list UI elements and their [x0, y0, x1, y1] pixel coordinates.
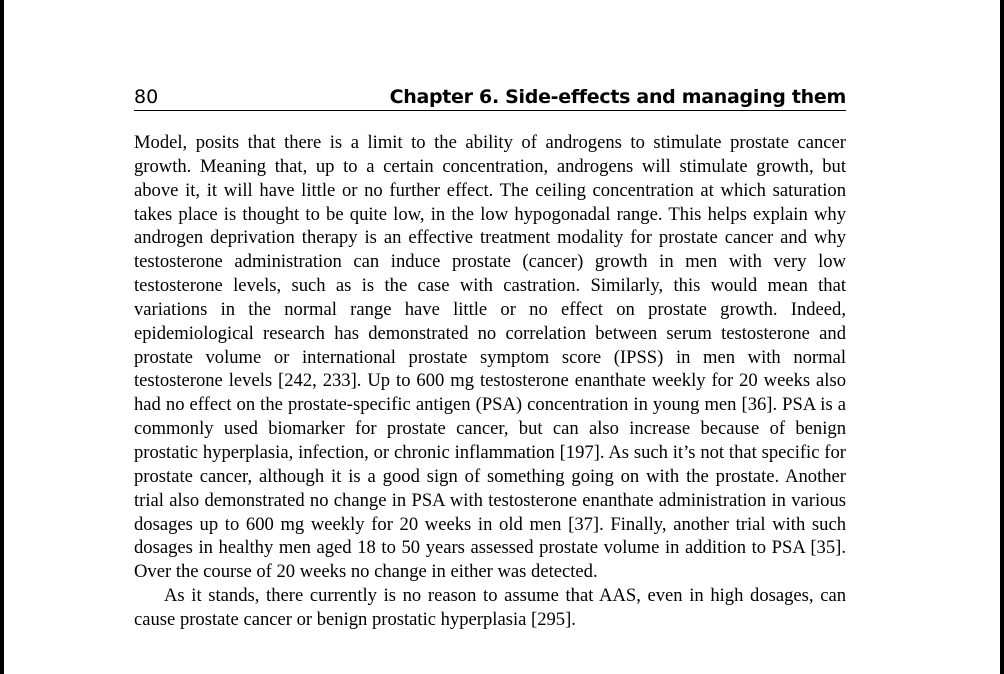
document-page	[4, 0, 1000, 674]
body-text	[134, 131, 846, 632]
running-header	[134, 85, 846, 111]
page-number: 80	[134, 86, 159, 108]
paragraph-1: Model, posits that there is a limit to the ability of androgens to stimulate prostate cancer growth. Meaning that, up to a certain concentration, androgens will stimulate growth, but above it, it will have little or no further effect. The ceiling concentration at which saturation takes place is thought to be quite low, in the low hypogonadal range. This helps explain why androgen deprivation therapy is an effective treatment modality for prostate cancer and why testosterone administration can induce prostate (cancer) growth in men with very low testosterone levels, such as is the case with castration. Similarly, this would mean that variations in the normal range have little or no effect on prostate growth. Indeed, epidemiological research has demonstrated no correlation between serum testosterone and prostate volume or international prostate symptom score (IPSS) in men with normal testosterone levels [242, 233]. Up to 600 mg testosterone enanthate weekly for 20 weeks also had no effect on the prostate-specific antigen (PSA) concentration in young men [36]. PSA is a commonly used biomarker for prostate cancer, but can also increase because of benign prostatic hyperplasia, infection, or chronic inflammation [197]. As such it’s not that specific for prostate cancer, although it is a good sign of something going on with the prostate. Another trial also demonstrated no change in PSA with testosterone enanthate administration in various dosages up to 600 mg weekly for 20 weeks in old men [37]. Finally, another trial with such dosages in healthy men aged 18 to 50 years assessed prostate volume in addition to PSA [35]. Over the course of 20 weeks no change in either was detected.	[134, 132, 846, 583]
chapter-title: Chapter 6. Side-effects and managing them	[389, 86, 846, 108]
header-rule	[134, 110, 846, 111]
paragraph-2: As it stands, there currently is no reason to assume that AAS, even in high dosages, can cause prostate cancer or benign prostatic hyperplasia [295].	[134, 585, 846, 630]
